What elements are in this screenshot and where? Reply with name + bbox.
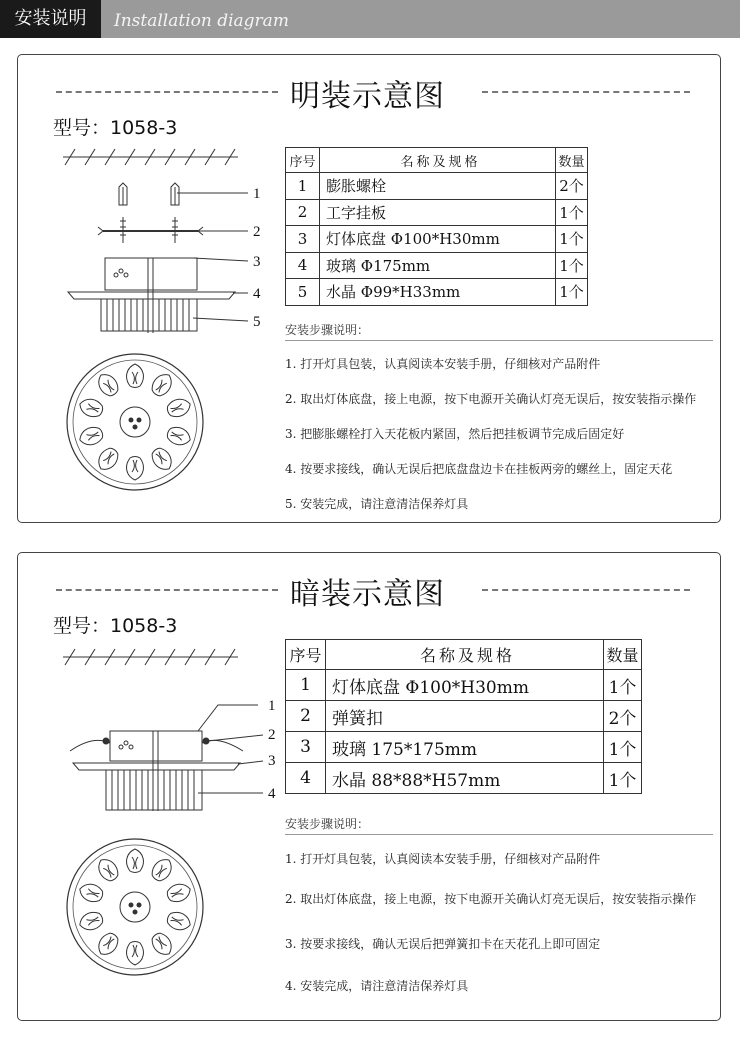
surface-parts-table bbox=[285, 147, 588, 306]
rosette-petal bbox=[127, 457, 144, 481]
table-row bbox=[286, 763, 642, 794]
rosette-petal bbox=[94, 855, 121, 884]
callout-label: 1 bbox=[253, 186, 261, 202]
table-row bbox=[286, 701, 642, 732]
cell-no: 4 bbox=[286, 763, 326, 794]
callout-label: 1 bbox=[268, 698, 276, 714]
surface-step: 5. 安装完成，请注意清洁保养灯具 bbox=[285, 497, 469, 511]
cell-no: 3 bbox=[286, 732, 326, 763]
cell-name: 弹簧扣 bbox=[326, 701, 604, 732]
title-divider-right bbox=[482, 589, 690, 591]
surface-step: 2. 取出灯体底盘，接上电源，按下电源开关确认灯亮无误后，按安装指示操作 bbox=[285, 392, 697, 406]
rosette-petal bbox=[148, 370, 175, 399]
cell-qty: 1个 bbox=[604, 732, 642, 763]
title-divider-left bbox=[56, 589, 278, 591]
surface-steps-title: 安装步骤说明： bbox=[285, 323, 370, 337]
surface-side-view-diagram bbox=[53, 143, 283, 333]
rosette-petal bbox=[77, 881, 105, 904]
callout-leaders bbox=[198, 705, 263, 793]
cell-qty: 1个 bbox=[604, 670, 642, 701]
callout-leaders bbox=[177, 193, 248, 321]
table-row bbox=[286, 173, 588, 200]
section-tag: 安装说明 bbox=[0, 0, 101, 38]
rosette-petal bbox=[77, 425, 105, 448]
rosette-petal bbox=[94, 370, 121, 399]
steps-divider bbox=[285, 340, 713, 341]
cell-name: 玻璃 175*175mm bbox=[326, 732, 604, 763]
recessed-side-view-diagram bbox=[48, 643, 283, 813]
title-divider-right bbox=[482, 91, 690, 93]
table-row bbox=[286, 226, 588, 253]
surface-step: 4. 按要求接线，确认无误后把底盘盘边卡在挂板两旁的螺丝上，固定天花 bbox=[285, 462, 673, 476]
col-header-qty: 数量 bbox=[556, 148, 588, 173]
cell-no: 2 bbox=[286, 199, 320, 226]
rosette-petal bbox=[148, 445, 175, 474]
lamp-base bbox=[105, 258, 197, 290]
col-header-no: 序号 bbox=[286, 148, 320, 173]
table-header-row bbox=[286, 640, 642, 670]
cell-qty: 1个 bbox=[556, 279, 588, 306]
table-row bbox=[286, 199, 588, 226]
table-row bbox=[286, 670, 642, 701]
recessed-mount-panel bbox=[17, 552, 721, 1021]
cell-qty: 1个 bbox=[556, 199, 588, 226]
section-subtitle: Installation diagram bbox=[114, 11, 289, 31]
recessed-step: 4. 安装完成，请注意清洁保养灯具 bbox=[285, 979, 469, 993]
rosette-petal bbox=[165, 881, 193, 904]
cell-qty: 1个 bbox=[556, 252, 588, 279]
callout-label: 4 bbox=[268, 786, 276, 802]
rosette-petal bbox=[148, 855, 175, 884]
recessed-title: 暗装示意图 bbox=[290, 577, 445, 612]
title-divider-left bbox=[56, 91, 278, 93]
recessed-step: 2. 取出灯体底盘，接上电源，按下电源开关确认灯亮无误后，按安装指示操作 bbox=[285, 892, 697, 906]
callout-label: 2 bbox=[268, 727, 276, 743]
steps-divider bbox=[285, 834, 713, 835]
cell-name: 水晶 Φ99*H33mm bbox=[320, 279, 556, 306]
col-header-no: 序号 bbox=[286, 640, 326, 670]
surface-title: 明装示意图 bbox=[290, 79, 445, 114]
rosette-petal bbox=[127, 364, 144, 388]
cell-qty: 1个 bbox=[556, 226, 588, 253]
surface-step: 1. 打开灯具包装，认真阅读本安装手册，仔细核对产品附件 bbox=[285, 357, 601, 371]
cell-no: 5 bbox=[286, 279, 320, 306]
surface-mount-panel bbox=[17, 54, 721, 523]
expansion-bolt bbox=[119, 183, 179, 205]
cell-name: 工字挂板 bbox=[320, 199, 556, 226]
recessed-top-view-rosette bbox=[65, 837, 205, 977]
ceiling-hatch bbox=[65, 149, 235, 165]
callout-label: 3 bbox=[268, 753, 276, 769]
mounting-plate bbox=[98, 217, 203, 243]
rosette-petal bbox=[165, 910, 193, 933]
surface-title-row bbox=[18, 69, 720, 113]
callout-label: 4 bbox=[253, 286, 261, 302]
recessed-model: 型号：1058-3 bbox=[53, 615, 178, 637]
cell-name: 灯体底盘 Φ100*H30mm bbox=[320, 226, 556, 253]
cell-name: 水晶 88*88*H57mm bbox=[326, 763, 604, 794]
cell-no: 4 bbox=[286, 252, 320, 279]
callout-label: 3 bbox=[253, 254, 261, 270]
rosette-petal bbox=[148, 930, 175, 959]
ceiling-hatch bbox=[65, 649, 235, 665]
cell-no: 3 bbox=[286, 226, 320, 253]
surface-model: 型号：1058-3 bbox=[53, 117, 178, 139]
rosette-petal bbox=[77, 396, 105, 419]
rosette-petal bbox=[127, 942, 144, 966]
table-row bbox=[286, 279, 588, 306]
cell-no: 1 bbox=[286, 670, 326, 701]
recessed-steps-title: 安装步骤说明： bbox=[285, 817, 370, 831]
recessed-step: 3. 按要求接线，确认无误后把弹簧扣卡在天花孔上即可固定 bbox=[285, 937, 601, 951]
recessed-step: 1. 打开灯具包装，认真阅读本安装手册，仔细核对产品附件 bbox=[285, 852, 601, 866]
table-header-row bbox=[286, 148, 588, 173]
surface-top-view-rosette bbox=[65, 352, 205, 492]
rosette-petal bbox=[165, 396, 193, 419]
rosette-petal bbox=[94, 930, 121, 959]
glass-plate bbox=[68, 292, 235, 299]
cell-qty: 2个 bbox=[556, 173, 588, 200]
cell-no: 1 bbox=[286, 173, 320, 200]
glass-plate bbox=[73, 763, 240, 770]
crystal-body bbox=[101, 299, 197, 331]
cell-qty: 1个 bbox=[604, 763, 642, 794]
cell-no: 2 bbox=[286, 701, 326, 732]
surface-step: 3. 把膨胀螺栓打入天花板内紧固，然后把挂板调节完成后固定好 bbox=[285, 427, 625, 441]
rosette-petal bbox=[94, 445, 121, 474]
crystal-body bbox=[106, 770, 202, 810]
recessed-parts-table bbox=[285, 639, 642, 794]
col-header-name: 名称及规格 bbox=[320, 148, 556, 173]
table-row bbox=[286, 732, 642, 763]
recessed-title-row bbox=[18, 567, 720, 611]
cell-name: 膨胀螺栓 bbox=[320, 173, 556, 200]
table-row bbox=[286, 252, 588, 279]
header-bar bbox=[0, 0, 740, 38]
lamp-base bbox=[110, 731, 202, 761]
col-header-qty: 数量 bbox=[604, 640, 642, 670]
rosette-petal bbox=[127, 849, 144, 873]
callout-label: 5 bbox=[253, 314, 261, 330]
rosette-petal bbox=[165, 425, 193, 448]
rosette-petal bbox=[77, 910, 105, 933]
cell-name: 玻璃 Φ175mm bbox=[320, 252, 556, 279]
cell-qty: 2个 bbox=[604, 701, 642, 732]
cell-name: 灯体底盘 Φ100*H30mm bbox=[326, 670, 604, 701]
col-header-name: 名称及规格 bbox=[326, 640, 604, 670]
callout-label: 2 bbox=[253, 224, 261, 240]
